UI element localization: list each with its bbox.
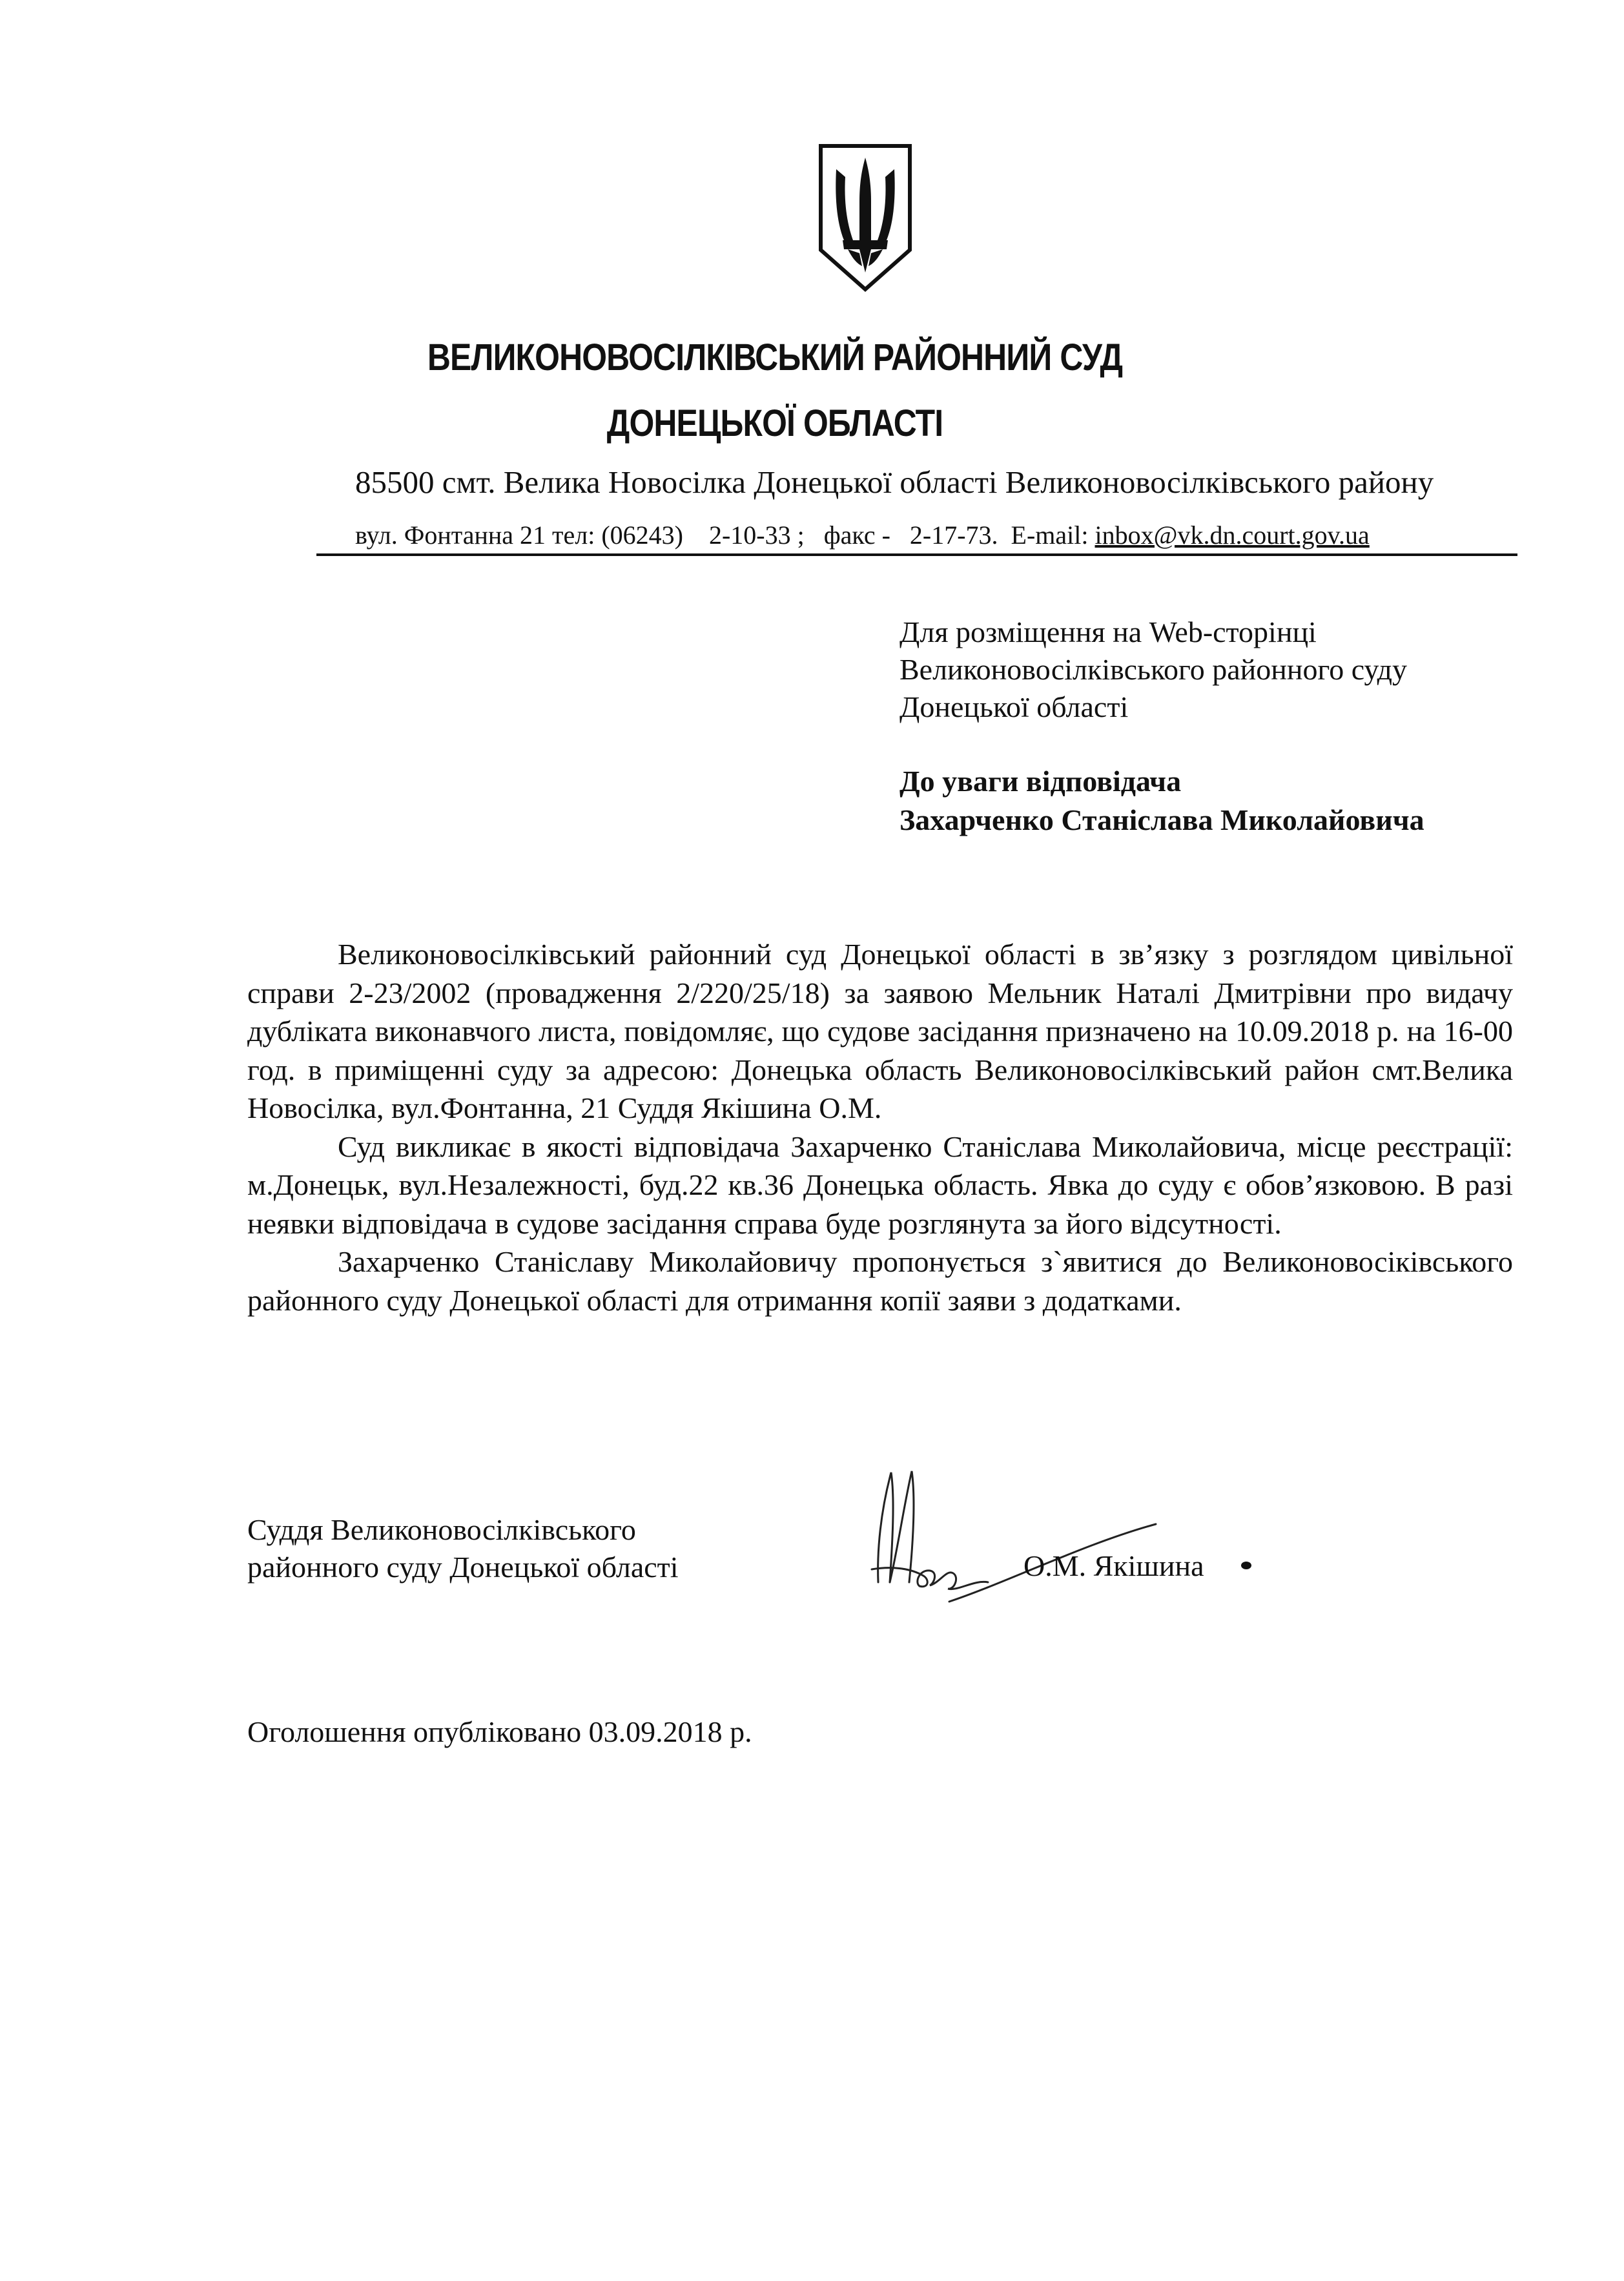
handwritten-signature: [852, 1453, 1175, 1634]
addressee-line1: До уваги відповідача: [899, 765, 1182, 798]
court-name-line1: ВЕЛИКОНОВОСІЛКІВСЬКИЙ РАЙОННИЙ СУД: [427, 336, 1123, 378]
body-paragraph-3: Захарченко Станіславу Миколайовичу пропонується з`явитися до Великоновосіківського районного суду Донецької області для отримання копії заяви з додатками.: [247, 1245, 1513, 1317]
court-contacts: вул. Фонтанна 21 тел: (06243) 2-10-33 ; факс - 2-17-73. E-mail:: [355, 521, 1095, 550]
publication-date: Оголошення опубліковано 03.09.2018 р.: [247, 1715, 752, 1748]
court-address-line2: [355, 520, 1370, 550]
letterhead-rule: [316, 553, 1517, 556]
addressee-line2: Захарченко Станіслава Миколайовича: [899, 803, 1424, 836]
body-paragraph-2: Суд викликає в якості відповідача Захарченко Станіслава Миколайовича, місце реєстрації: м.Донецьк, вул.Незалежності, буд.22 кв.36 Донецька область. Явка до суду є обов’язковою. В разі неявки відповідача в судове засідання справа буде розглянута за його відсутності.: [247, 1130, 1513, 1240]
court-address-line1: 85500 смт. Велика Новосілка Донецької області Великоновосілківського району: [355, 464, 1434, 500]
signer-title-line2: районного суду Донецької області: [247, 1551, 679, 1584]
web-notice-line2: Великоновосілківського районного суду: [899, 653, 1408, 686]
court-email: inbox@vk.dn.court.gov.ua: [1095, 521, 1370, 550]
web-notice: [899, 614, 1407, 726]
signer-title: [247, 1511, 679, 1586]
web-notice-line3: Донецької області: [899, 690, 1129, 723]
court-name-line2: ДОНЕЦЬКОЇ ОБЛАСТІ: [606, 402, 943, 444]
notice-body: [247, 935, 1513, 1319]
addressee: [899, 762, 1424, 840]
signer-title-line1: Суддя Великоновосілківського: [247, 1513, 636, 1546]
web-notice-line1: Для розміщення на Web-сторінці: [899, 615, 1317, 648]
signer-name: О.М. Якішина: [1023, 1549, 1204, 1582]
tryzub-coat-of-arms-icon: [817, 143, 914, 292]
ink-dot: [1241, 1562, 1251, 1569]
body-paragraph-1: Великоновосілківський районний суд Донецької області в зв’язку з розглядом цивільної справи 2-23/2002 (провадження 2/220/25/18) за заявою Мельник Наталі Дмитрівни про видачу дубліката виконавчого листа, повідомляє, що судове засідання призначено на 10.09.2018 р. на 16-00 год. в приміщенні суду за адресою: Донецька область Великоновосілківський район смт.Велика Новосілка, вул.Фонтанна, 21 Суддя Якішина О.М.: [247, 938, 1513, 1124]
